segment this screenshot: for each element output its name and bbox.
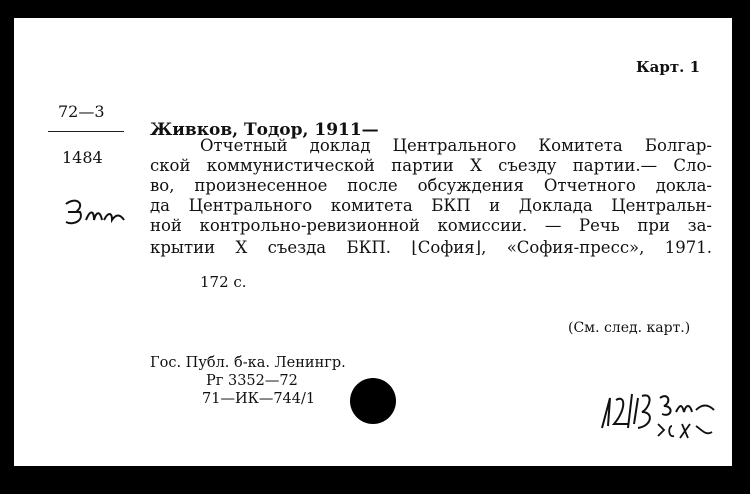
library-line: Рг 3352—72 <box>206 373 298 389</box>
description-line: ской коммунистической партии X съезду партии.— Сло- <box>150 156 712 175</box>
page-count: 172 с. <box>200 273 247 291</box>
description-line: Отчетный доклад Центрального Комитета Болгар- <box>200 136 712 155</box>
catalog-card <box>14 18 732 466</box>
continuation-note: (См. след. карт.) <box>568 320 691 336</box>
handwritten-mark-left <box>62 196 128 230</box>
punch-hole <box>350 378 396 424</box>
library-line: Гос. Публ. б-ка. Ленингр. <box>150 355 346 371</box>
description-line: во, произнесенное после обсуждения Отчетного докла- <box>150 176 712 195</box>
description-line: да Центрального комитета БКП и Доклада Центральн- <box>150 196 712 215</box>
description-line: крытии X съезда БКП. ⌊София⌋, «София-пресс», 1971. <box>150 238 712 257</box>
shelf-mark-divider <box>48 131 124 132</box>
card-number: Карт. 1 <box>636 58 701 76</box>
description-line: ной контрольно-ревизионной комиссии. — Речь при за- <box>150 216 712 235</box>
author-heading: Живков, Тодор, 1911— <box>150 120 379 140</box>
handwritten-mark-right <box>598 384 722 446</box>
library-line: 71—ИК—744/1 <box>202 391 316 407</box>
shelf-mark-bottom: 1484 <box>62 148 103 167</box>
shelf-mark-top: 72—3 <box>58 102 105 121</box>
